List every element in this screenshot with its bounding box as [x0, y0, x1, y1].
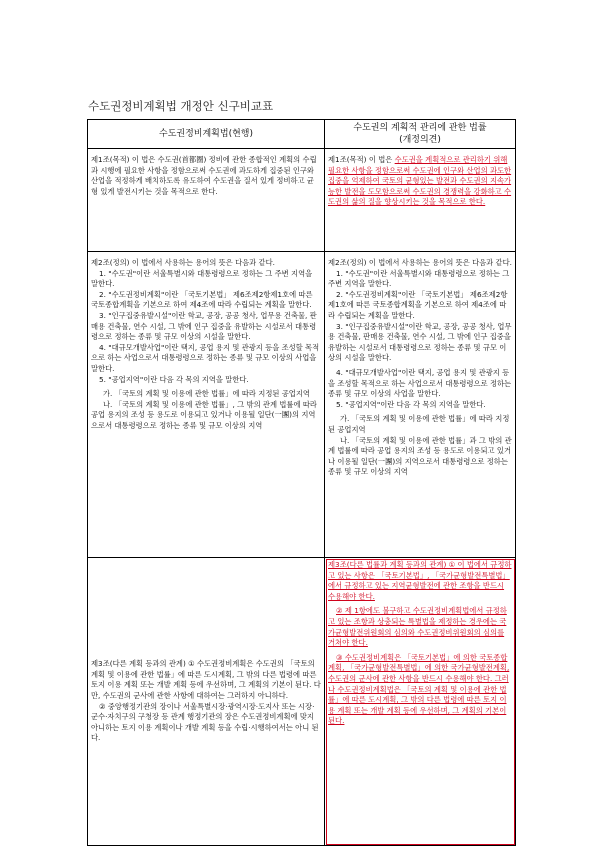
header-row [88, 120, 516, 149]
article2-current-subitem-ga: 가. 「국토의 계획 및 이용에 관한 법률」에 따라 지정된 공업지역 [103, 389, 310, 399]
table-row [88, 558, 516, 846]
article2-proposed-item-4: 4. "대규모개발사업"이란 택지, 공업 용지 및 관광지 등을 조성할 목적으로 하는 사업으로서 대통령령으로 정하는 종류 및 규모 이상의 사업을 말한다. [328, 367, 512, 399]
article1-proposed-amended: 수도권을 계획적으로 관리하기 위해 필요한 사항을 정함으로써 수도권에 인구와 산업의 과도한 집중을 억제하여 국토의 균형있는 발전과 수도권의 지속가능한 발전을 도모함으로써 수도권의 경쟁력을 강화하고 수도권의 삶의 질을 향상시키는 것을 목적으로 한다. [328, 155, 512, 207]
article3-current [88, 558, 325, 846]
article3-proposed-para-3: ③ 수도권정비계획은 「국토기본법」에 의한 국토종합계획, 「국가균형발전특별법」에 의한 국가균형발전계획, 수도권의 군사에 관한 사항을 반드시 수용해야 한다. 그러나 수도권정비계획법은 「국토의 계획 및 이용에 관한 법률」에 따른 도시계획, 그 밖의 다른 법령에 따른 토지 이용 계획 또는 개발 계획 등에 우선하며, 그 계획의 기본이 된다. [328, 652, 510, 726]
article2-current-heading: 제2조(정의) 이 법에서 사용하는 용어의 뜻은 다음과 같다. [91, 258, 275, 267]
article2-current [88, 252, 325, 558]
article2-proposed-item-3: 3. "인구집중유발시설"이란 학교, 공장, 공공 청사, 업무용 건축물, 판매용 건축물, 연수 시설, 그 밖에 인구 집중을 유발하는 시설로서 대통령령으로 정하는 종류 및 규모 이상의 시설을 말한다. [328, 321, 512, 363]
article2-current-item-3: 3. "인구집중유발시설"이란 학교, 공장, 공공 청사, 업무용 건축물, 판매용 건축물, 연수 시설, 그 밖에 인구 집중을 유발하는 시설로서 대통령령으로 정하는 종류 및 규모 이상의 시설을 말한다. [91, 310, 317, 342]
document-title: 수도권정비계획법 개정안 신구비교표 [88, 99, 274, 113]
header-current: 수도권정비계획법(현행) [88, 120, 325, 149]
article2-current-item-4: 4. "대규모개발사업"이란 택지, 공업 용지 및 관광지 등을 조성할 목적으로 하는 사업으로서 대통령령으로 정하는 종류 및 규모 이상의 사업을 말한다. [91, 342, 320, 373]
article1-proposed-plain: 제1조(목적) 이 법은 [328, 155, 395, 164]
article2-current-item-1: 1. "수도권"이란 서울특별시와 대통령령으로 정하는 그 주변 지역을 말한다. [91, 268, 313, 289]
article2-proposed-subitem-na: 나. 「국토의 계획 및 이용에 관한 법률」과 그 밖의 관계 법률에 따라 공업 용지의 조성 등 용도로 이용되고 있거나 이용될 일단(一團)의 지역으로서 대통령령으로 정하는 종류 및 규모 이상의 지역 [328, 435, 512, 477]
article1-current-text: 제1조(목적) 이 법은 수도권(首都圈) 정비에 관한 종합적인 계획의 수립과 시행에 필요한 사항을 정함으로써 수도권에 과도하게 집중된 인구와 산업을 적정하게 배치하도록 유도하여 수도권을 질서 있게 정비하고 균형 있게 발전시키는 것을 목적으로 한다. [91, 155, 317, 196]
article3-proposed-para-2: ② 제 1항에도 불구하고 수도권정비계획법에서 규정하고 있는 조항과 상충되는 특별법을 제정하는 경우에는 국가균형발전위원회의 심의와 수도권정비위원회의 심의를 거쳐야 한다. [328, 606, 507, 648]
article2-proposed-item-1: 1. "수도권"이란 서울특별시와 대통령령으로 정하는 그 주변 지역을 말한다. [328, 268, 510, 289]
article2-proposed-heading: 제2조(정의) 이 법에서 사용하는 용어의 뜻은 다음과 같다. [328, 258, 512, 267]
header-proposed-line1: 수도권의 계획적 관리에 관한 법률 [353, 122, 487, 133]
article1-current [88, 149, 325, 252]
header-proposed-line2: (개정의견) [399, 134, 441, 145]
article1-proposed-text [328, 155, 512, 208]
header-proposed [325, 120, 516, 149]
table-row [88, 149, 516, 252]
comparison-table [87, 119, 516, 846]
article3-current-para-2: ② 중앙행정기관의 장이나 서울특별시장·광역시장·도지사 또는 시장·군수·자치구의 구청장 등 관계 행정기관의 장은 수도권정비계획에 맞지 아니하는 토지 이용 계획이나 개발 계획 등을 수립·시행하여서는 아니 된다. [91, 701, 319, 743]
table-row [88, 252, 516, 558]
article2-current-item-5: 5. "공업지역"이란 다음 각 목의 지역을 말한다. [99, 374, 249, 384]
article1-proposed [325, 149, 516, 252]
article3-proposed [325, 558, 516, 846]
article2-proposed [325, 252, 516, 558]
article3-proposed-para-1: 제3조(다른 법률과 계획 등과의 관계) ① 이 법에서 규정하고 있는 사항은 「국토기본법」, 「국가균형발전특별법」에서 규정하고 있는 지역균형발전에 관한 조항을 반드시 수용해야 한다. [328, 560, 512, 601]
article3-current-para-1: 제3조(다른 계획 등과의 관계) ① 수도권정비계획은 수도권의 「국토의 계획 및 이용에 관한 법률」에 따른 도시계획, 그 밖의 다른 법령에 따른 토지 이용 계획 또는 개발 계획 등에 우선하며, 그 계획의 기본이 된다. 다만, 수도권의 군사에 관한 사항에 대하여는 그러하지 아니하다. [91, 659, 321, 700]
article2-proposed-subitem-ga: 가. 「국토의 계획 및 이용에 관한 법률」에 따라 지정된 공업지역 [328, 414, 510, 434]
article2-proposed-item-5: 5. "공업지역"이란 다음 각 목의 지역을 말한다. [336, 399, 486, 409]
article2-current-subitem-na: 나. 「국토의 계획 및 이용에 관한 법률」, 그 밖의 관계 법률에 따라 공업 용지의 조성 등 용도로 이용되고 있거나 이용될 일단(一團)의 지역으로서 대통령령으로 정하는 종류 및 규모 이상의 지역 [91, 399, 317, 430]
article2-proposed-item-2: 2. "수도권정비계획"이란 「국토기본법」 제6조제2항제1호에 따른 국토종합계획을 기본으로 하여 제4조에 따라 수립되는 계획을 말한다. [328, 289, 508, 320]
article2-current-item-2: 2. "수도권정비계획"이란 「국토기본법」 제6조제2항제1호에 따른 국토종합계획을 기본으로 하여 제4조에 따라 수립되는 계획을 말한다. [91, 289, 313, 310]
